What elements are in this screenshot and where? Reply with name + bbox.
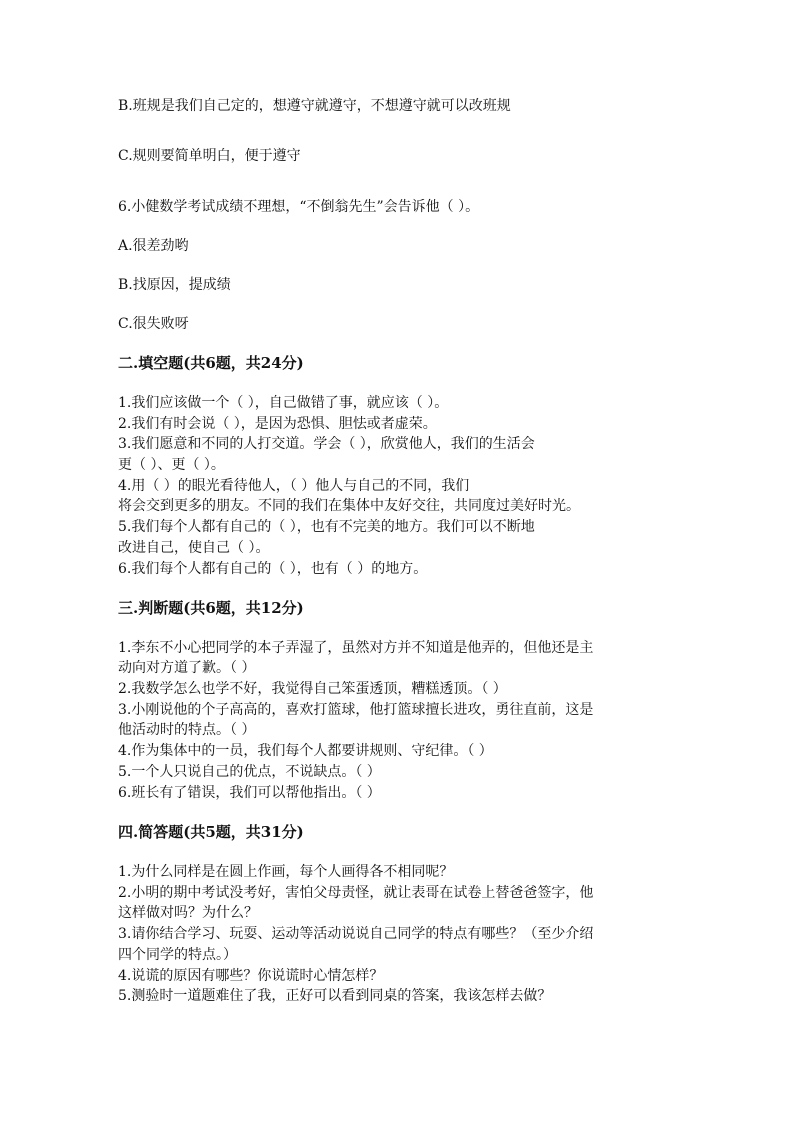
fill-blank-item: 3.我们愿意和不同的人打交道。学会（ ），欣赏他人，我们的生活会	[118, 436, 535, 452]
option-c-text: C.很失败呀	[118, 316, 189, 332]
section-heading-fill-blank: 二.填空题(共6题，共24分)	[118, 354, 304, 372]
fill-blank-item-continued: 将会交到更多的朋友。不同的我们在集体中友好交往，共同度过美好时光。	[118, 498, 580, 514]
true-false-item: 5.一个人只说自己的优点，不说缺点。（ ）	[118, 764, 381, 780]
true-false-item: 3.小刚说他的个子高高的，喜欢打篮球，他打篮球擅长进攻，勇往直前，这是	[118, 702, 594, 718]
short-answer-item: 3.请你结合学习、玩耍、运动等活动说说自己同学的特点有哪些？（至少介绍	[118, 926, 594, 942]
fill-blank-item: 5.我们每个人都有自己的（ ），也有不完美的地方。我们可以不断地	[118, 519, 535, 535]
option-c-text: C.规则要简单明白，便于遵守	[118, 148, 301, 164]
short-answer-item-continued: 这样做对吗？为什么？	[118, 905, 258, 921]
short-answer-item: 5.测验时一道题难住了我，正好可以看到同桌的答案，我该怎样去做？	[118, 988, 552, 1004]
fill-blank-item: 2.我们有时会说（ ），是因为恐惧、胆怯或者虚荣。	[118, 416, 437, 432]
fill-blank-item: 4.用（ ）的眼光看待他人，（ ）他人与自己的不同，我们	[118, 478, 470, 494]
true-false-item: 4.作为集体中的一员，我们每个人都要讲规则、守纪律。（ ）	[118, 743, 493, 759]
true-false-item-continued: 动向对方道了歉。（ ）	[118, 660, 256, 676]
fill-blank-item: 6.我们每个人都有自己的（ ），也有（ ）的地方。	[118, 561, 428, 577]
short-answer-item-continued: 四个同学的特点。）	[118, 947, 237, 963]
short-answer-item: 2.小明的期中考试没考好，害怕父母责怪，就让表哥在试卷上替爸爸签字，他	[118, 885, 594, 901]
true-false-item: 6.班长有了错误，我们可以帮他指出。（ ）	[118, 785, 381, 801]
fill-blank-item: 1.我们应该做一个（ ），自己做错了事，就应该（ ）。	[118, 395, 449, 411]
fill-blank-item-continued: 更（ ）、更（ ）。	[118, 457, 225, 473]
short-answer-item: 1.为什么同样是在圆上作画，每个人画得各不相同呢？	[118, 864, 454, 880]
option-b-text: B.找原因，提成绩	[118, 277, 231, 293]
option-a-text: A.很差劲哟	[118, 238, 189, 254]
section-heading-short-answer: 四.简答题(共5题，共31分)	[118, 823, 304, 841]
true-false-item-continued: 他活动时的特点。（ ）	[118, 722, 256, 738]
option-b-text: B.班规是我们自己定的，想遵守就遵守，不想遵守就可以改班规	[118, 98, 511, 114]
section-heading-true-false: 三.判断题(共6题，共12分)	[118, 599, 304, 617]
short-answer-item: 4.说谎的原因有哪些？你说谎时心情怎样？	[118, 968, 384, 984]
true-false-item: 2.我数学怎么也学不好，我觉得自己笨蛋透顶，糟糕透顶。（ ）	[118, 681, 507, 697]
fill-blank-item-continued: 改进自己，使自己（ ）。	[118, 540, 270, 556]
question-6-text: 6.小健数学考试成绩不理想，“不倒翁先生”会告诉他（ ）。	[118, 199, 480, 215]
true-false-item: 1.李东不小心把同学的本子弄湿了，虽然对方并不知道是他弄的，但他还是主	[118, 640, 594, 656]
